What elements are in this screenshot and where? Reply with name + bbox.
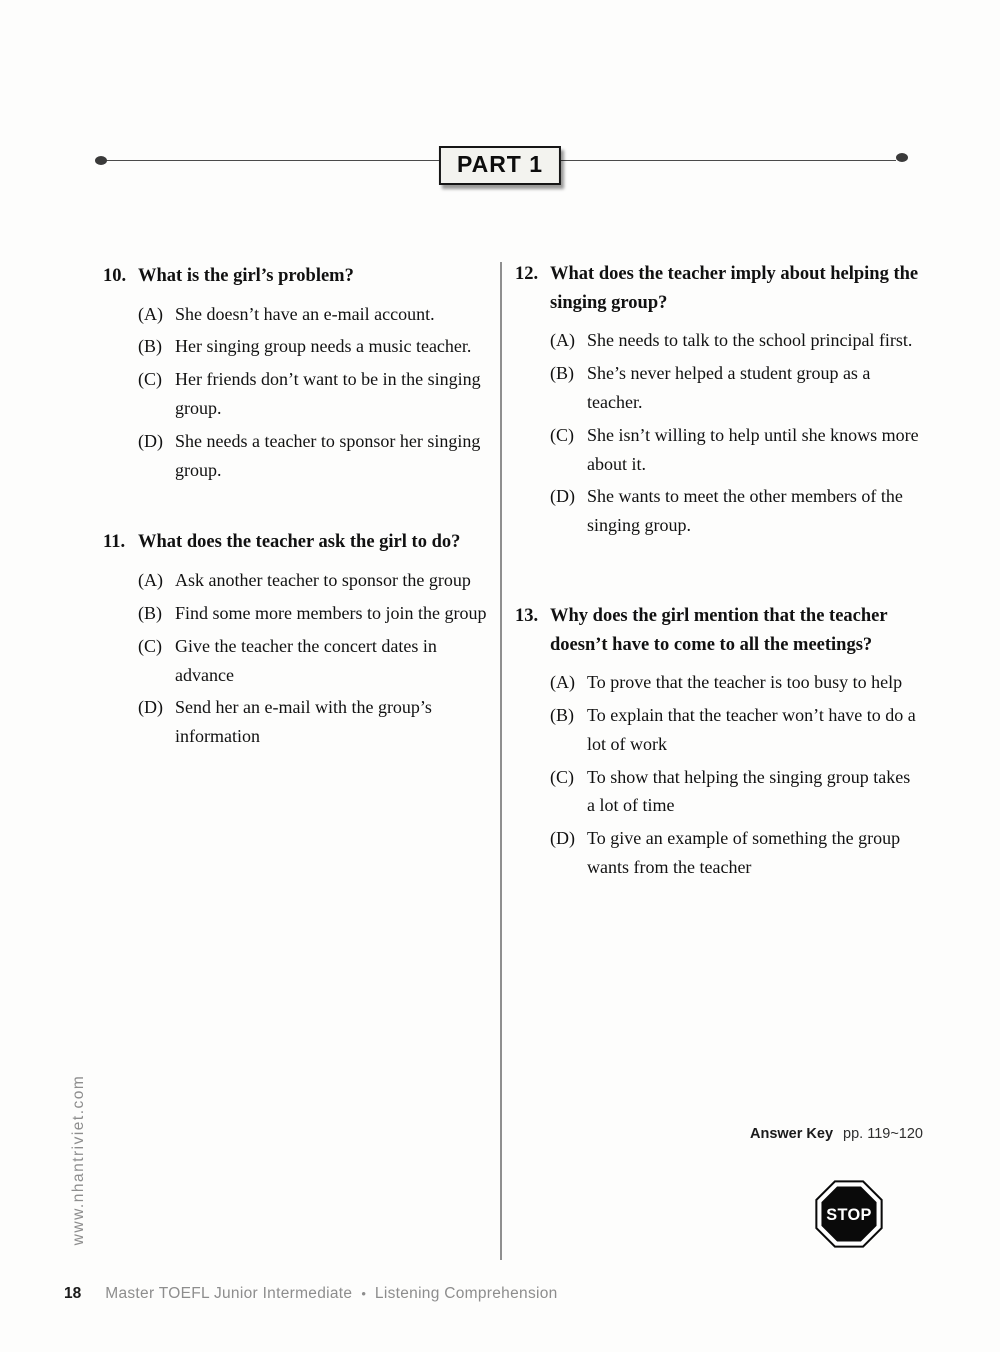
option-label: (C) [138, 635, 162, 656]
watermark-url: www.nhantriviet.com [70, 1074, 87, 1246]
option-label: (D) [550, 828, 575, 849]
banner-end-dot-left [95, 156, 107, 165]
option-a [138, 566, 497, 595]
option-text: She needs to talk to the school principal first. [587, 330, 913, 351]
option-text: She doesn’t have an e-mail account. [175, 303, 435, 324]
option-label: (A) [138, 303, 163, 324]
question-number: 13. [515, 605, 539, 626]
option-label: (A) [550, 672, 575, 693]
option-text: To give an example of something the group wants from the teacher [587, 828, 901, 878]
option-b [138, 599, 497, 628]
column-divider [500, 262, 502, 1260]
answer-key-note [750, 1126, 923, 1142]
option-text: To prove that the teacher is too busy to help [587, 672, 903, 693]
question-12-options [550, 326, 919, 540]
footer-bullet-icon: • [361, 1286, 366, 1301]
option-label: (C) [550, 766, 574, 787]
option-text: She’s never helped a student group as a teacher. [587, 363, 871, 412]
question-11-options [138, 566, 497, 751]
option-label: (A) [550, 330, 575, 351]
option-a [550, 668, 919, 697]
answer-key-label: Answer Key [750, 1126, 834, 1142]
question-13-heading [515, 602, 919, 659]
question-12 [515, 260, 919, 540]
stop-sign-icon [815, 1180, 883, 1248]
option-c [550, 421, 919, 479]
question-number: 11. [103, 532, 126, 553]
option-d [550, 824, 919, 882]
page-footer [64, 1285, 558, 1303]
option-label: (D) [138, 697, 163, 718]
option-d [550, 482, 919, 540]
option-label: (D) [550, 486, 575, 507]
option-text: To explain that the teacher won’t have to do a lot of work [587, 705, 916, 754]
left-column [103, 262, 497, 795]
option-label: (A) [138, 570, 163, 591]
option-label: (C) [138, 369, 162, 390]
footer-book-title: Master TOEFL Junior Intermediate [105, 1285, 353, 1302]
option-text: Her singing group needs a music teacher. [175, 336, 472, 357]
option-c [550, 763, 919, 821]
page-number: 18 [64, 1285, 82, 1302]
option-text: She wants to meet the other members of the singing group. [587, 486, 903, 536]
right-column [515, 260, 919, 926]
part-label: PART 1 [439, 146, 561, 185]
question-text: Why does the girl mention that the teacher doesn’t have to come to all the meetings? [550, 605, 888, 655]
option-label: (B) [138, 336, 162, 357]
option-c [138, 365, 497, 423]
option-b [550, 701, 919, 759]
option-text: Send her an e-mail with the group’s information [175, 697, 432, 747]
question-11 [103, 528, 497, 750]
option-b [550, 359, 919, 417]
answer-key-pages: pp. 119~120 [843, 1126, 923, 1142]
option-d [138, 693, 497, 751]
banner-end-dot-right [896, 153, 908, 162]
option-a [550, 326, 919, 355]
option-label: (C) [550, 424, 574, 445]
option-d [138, 427, 497, 485]
option-text: Find some more members to join the group [175, 602, 487, 623]
question-text: What does the teacher ask the girl to do? [138, 532, 461, 553]
stop-sign-label: STOP [826, 1205, 872, 1224]
option-label: (D) [138, 430, 163, 451]
question-13-options [550, 668, 919, 882]
option-label: (B) [550, 705, 574, 726]
option-text: Her friends don’t want to be in the singing group. [175, 369, 481, 419]
option-a [138, 300, 497, 329]
question-text: What does the teacher imply about helping the singing group? [550, 264, 919, 313]
question-number: 12. [515, 264, 539, 284]
option-text: To show that helping the singing group takes a lot of time [587, 766, 911, 816]
question-13 [515, 602, 919, 882]
option-text: Ask another teacher to sponsor the group [175, 570, 471, 591]
option-text: She isn’t willing to help until she knows more about it. [587, 424, 919, 474]
option-label: (B) [138, 602, 162, 623]
question-number: 10. [103, 266, 127, 286]
question-text: What is the girl’s problem? [138, 266, 354, 286]
option-b [138, 332, 497, 361]
footer-section-title: Listening Comprehension [374, 1285, 558, 1302]
option-text: Give the teacher the concert dates in advance [175, 635, 437, 685]
question-10 [103, 262, 497, 484]
option-c [138, 632, 497, 690]
option-text: She needs a teacher to sponsor her singing group. [175, 430, 481, 480]
question-10-options [138, 300, 497, 485]
question-10-heading [103, 262, 497, 291]
option-label: (B) [550, 363, 574, 384]
question-12-heading [515, 260, 919, 317]
question-11-heading [103, 528, 497, 557]
